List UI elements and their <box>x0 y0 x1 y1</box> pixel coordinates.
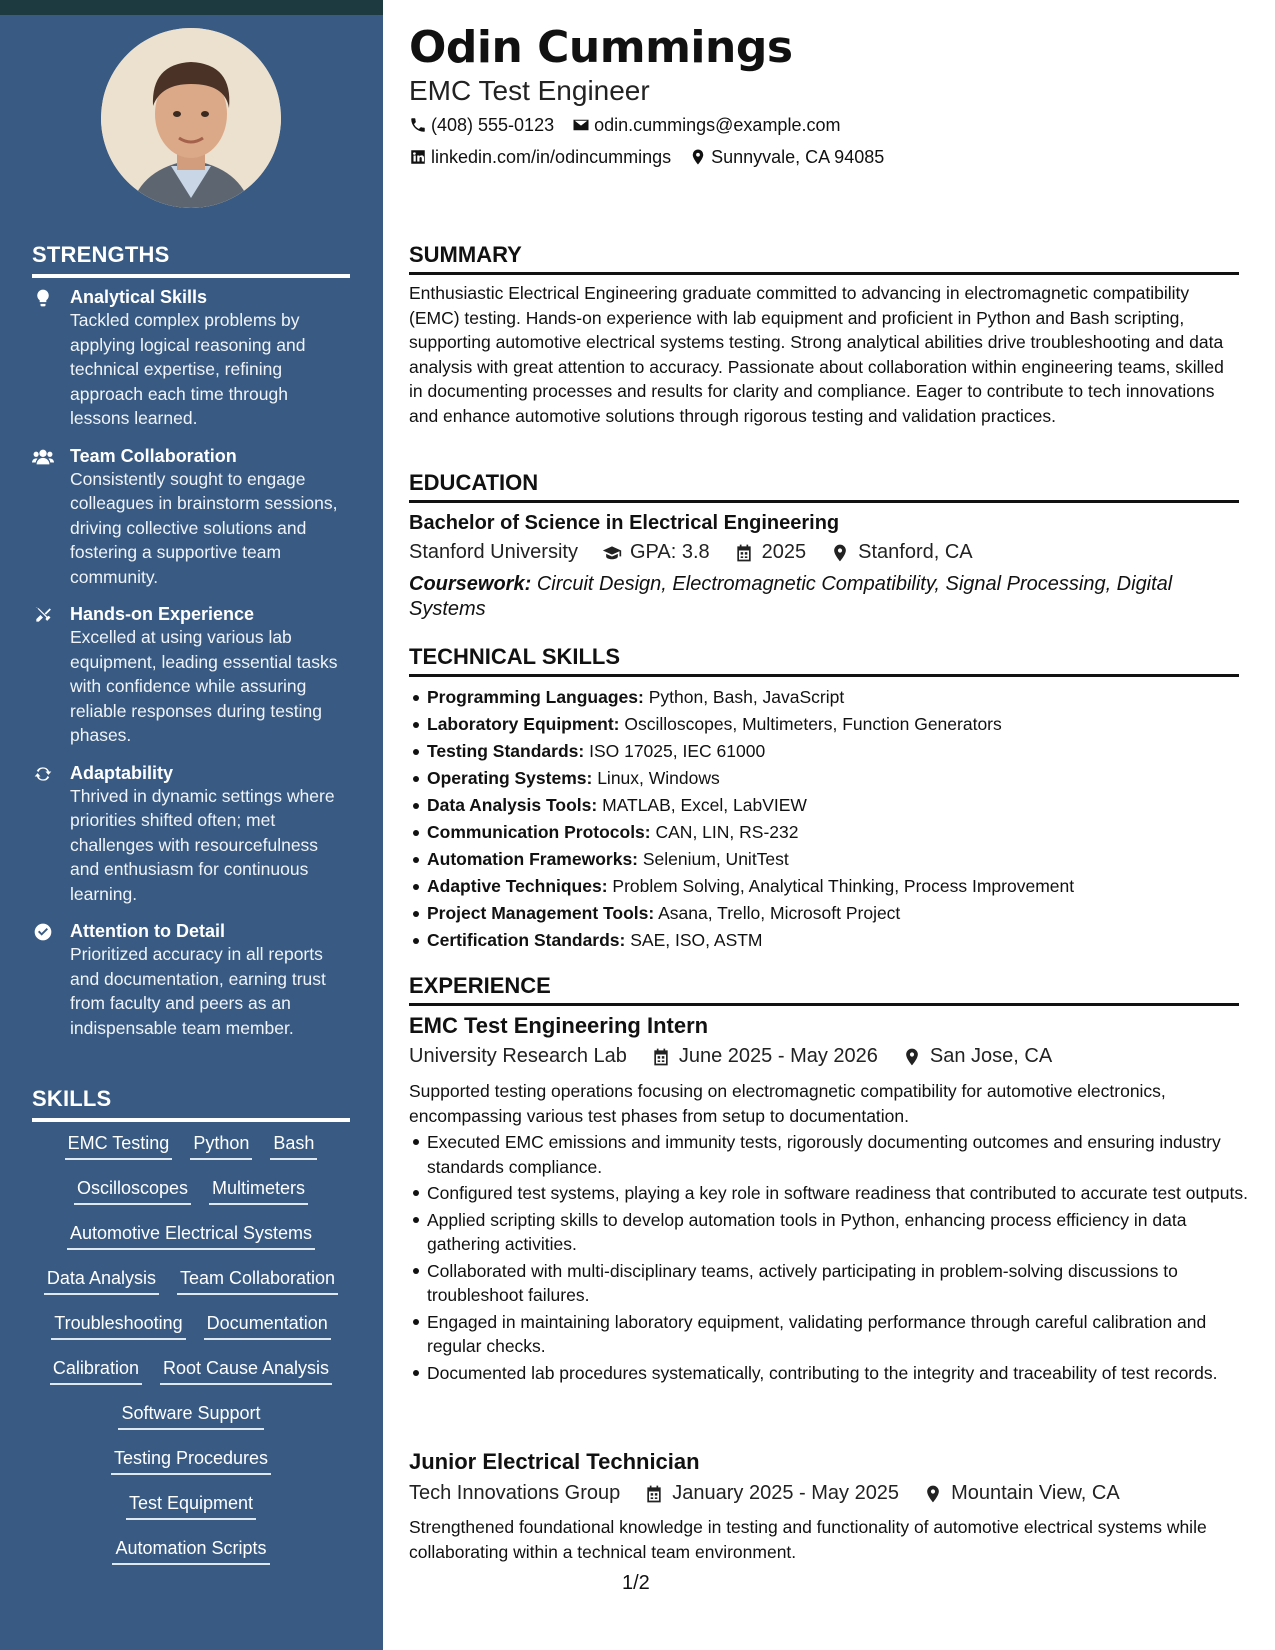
school-location: Stanford, CA <box>858 541 973 563</box>
skill-values: SAE, ISO, ASTM <box>630 930 763 950</box>
education-heading: EDUCATION <box>409 469 1239 503</box>
strength-item <box>32 603 352 748</box>
tools-icon <box>32 605 56 625</box>
skill-tag: EMC Testing <box>65 1130 173 1160</box>
education-meta <box>409 541 973 564</box>
skill-values: Linux, Windows <box>597 768 720 788</box>
strength-description: Consistently sought to engage colleagues in brainstorm sessions, driving collective solutions and fostering a supportive team community. <box>70 468 338 587</box>
skill-category: Project Management Tools: <box>427 903 655 923</box>
strength-item <box>32 286 352 431</box>
job-summary: Supported testing operations focusing on electromagnetic compatibility for automotive electronics, encompassing various test phases from setup to documentation. <box>409 1081 1166 1126</box>
list-item: Configured test systems, playing a key role in software readiness that contributed to accurate test outputs. <box>427 1181 1257 1206</box>
skill-category: Testing Standards: <box>427 741 585 761</box>
skill-category: Operating Systems: <box>427 768 593 788</box>
job-meta <box>409 1482 1120 1505</box>
map-pin-icon <box>689 148 707 166</box>
skills-tags <box>32 1130 350 1580</box>
technical-skills-list <box>409 684 1257 954</box>
calendar-icon <box>651 1047 671 1067</box>
job-summary: Strengthened foundational knowledge in testing and functionality of automotive electrical systems while collaborating within a technical team environment. <box>409 1517 1207 1562</box>
skill-tag: Test Equipment <box>126 1490 256 1520</box>
skill-tag: Data Analysis <box>44 1265 159 1295</box>
strength-title: Hands-on Experience <box>70 604 255 624</box>
degree-name: Bachelor of Science in Electrical Engineering <box>409 512 840 534</box>
strength-title: Team Collaboration <box>70 445 237 466</box>
graduation-cap-icon <box>602 543 622 563</box>
map-pin-icon <box>830 543 850 563</box>
skill-tag: Oscilloscopes <box>74 1175 191 1205</box>
list-item: Engaged in maintaining laboratory equipment, validating performance through careful calibration and regular checks. <box>427 1310 1257 1359</box>
skill-values: MATLAB, Excel, LabVIEW <box>602 795 807 815</box>
page-number: 1/2 <box>622 1572 650 1594</box>
strength-title: Adaptability <box>70 762 174 783</box>
skill-values: CAN, LIN, RS-232 <box>655 822 799 842</box>
phone-contact <box>409 113 554 137</box>
skill-tag: Python <box>190 1130 252 1160</box>
calendar-icon <box>734 543 754 563</box>
candidate-name: Odin Cummings <box>409 22 793 73</box>
skill-category: Programming Languages: <box>427 687 644 707</box>
list-item <box>427 765 1257 792</box>
strength-title: Analytical Skills <box>70 287 208 307</box>
summary-text: Enthusiastic Electrical Engineering graduate committed to advancing in electromagnetic compatibility (EMC) testing. Hands-on experience with lab equipment and proficient in Python and Bash scripting, supporting automotive electrical systems testing. Strong analytical abilities drive troubleshooting and data analysis with great attention to accuracy. Passionate about collaboration within engineering teams, skilled in documenting processes and results for clarity and compliance. Eager to contribute to tech innovations and enhance automotive solutions through rigorous testing and validation practices. <box>409 283 1224 426</box>
avatar <box>101 28 281 208</box>
skill-tag: Root Cause Analysis <box>160 1355 332 1385</box>
job-title-heading: EMC Test Engineer <box>409 75 650 106</box>
skill-tag: Documentation <box>204 1310 331 1340</box>
skill-category: Adaptive Techniques: <box>427 876 608 896</box>
check-circle-icon <box>32 922 56 942</box>
email-contact[interactable] <box>572 113 840 137</box>
skill-values: Asana, Trello, Microsoft Project <box>658 903 901 923</box>
list-item <box>427 684 1257 711</box>
sidebar-top-bar <box>0 0 383 15</box>
linkedin-contact[interactable] <box>409 145 671 169</box>
skill-tag: Automation Scripts <box>112 1535 269 1565</box>
skill-values: ISO 17025, IEC 61000 <box>589 741 766 761</box>
job-location: Mountain View, CA <box>951 1482 1120 1504</box>
linkedin-text[interactable]: linkedin.com/in/odincummings <box>431 147 672 167</box>
skill-category: Certification Standards: <box>427 930 626 950</box>
strength-description: Excelled at using various lab equipment, leading essential tasks with confidence while assuring reliable responses during testing phases. <box>70 627 338 745</box>
job-title: Junior Electrical Technician <box>409 1449 700 1474</box>
email-text[interactable]: odin.cummings@example.com <box>594 115 841 135</box>
strength-description: Thrived in dynamic settings where priorities shifted often; met challenges with resourcefulness and enthusiasm for continuous learning. <box>70 785 335 904</box>
technical-skills-heading: TECHNICAL SKILLS <box>409 643 1239 677</box>
strength-title: Attention to Detail <box>70 921 225 941</box>
lightbulb-icon <box>32 288 56 308</box>
strength-description: Tackled complex problems by applying logical reasoning and technical expertise, refining approach each time through lessons learned. <box>70 310 306 428</box>
experience-heading: EXPERIENCE <box>409 972 1239 1006</box>
list-item <box>427 792 1257 819</box>
contact-row-2 <box>409 145 884 169</box>
skill-tag: Testing Procedures <box>111 1445 271 1475</box>
skill-values: Selenium, UnitTest <box>642 849 789 869</box>
skill-tag: Calibration <box>50 1355 142 1385</box>
skill-tag: Software Support <box>118 1400 263 1430</box>
skill-category: Automation Frameworks: <box>427 849 638 869</box>
strengths-list <box>32 286 352 1054</box>
skill-tag: Team Collaboration <box>177 1265 338 1295</box>
list-item: Executed EMC emissions and immunity tests, rigorously documenting outcomes and ensuring industry standards compliance. <box>427 1130 1257 1179</box>
skill-values: Oscilloscopes, Multimeters, Function Generators <box>624 714 1002 734</box>
coursework-list: Circuit Design, Electromagnetic Compatibility, Signal Processing, Digital Systems <box>409 573 1173 620</box>
list-item <box>427 738 1257 765</box>
list-item <box>427 846 1257 873</box>
job-title: EMC Test Engineering Intern <box>409 1013 709 1038</box>
map-pin-icon <box>923 1484 943 1504</box>
company-name: Tech Innovations Group <box>409 1482 621 1504</box>
gpa-text: GPA: 3.8 <box>629 541 710 563</box>
strength-item <box>32 762 352 907</box>
location-contact <box>689 145 884 169</box>
location-text: Sunnyvale, CA 94085 <box>711 147 885 167</box>
strength-item <box>32 445 352 590</box>
skill-values: Problem Solving, Analytical Thinking, Process Improvement <box>612 876 1075 896</box>
strength-item <box>32 920 352 1040</box>
list-item <box>427 819 1257 846</box>
users-icon <box>32 447 56 467</box>
skill-values: Python, Bash, JavaScript <box>648 687 845 707</box>
school-name: Stanford University <box>409 541 578 563</box>
job-dates: June 2025 - May 2026 <box>678 1045 878 1067</box>
phone-text: (408) 555-0123 <box>431 115 555 135</box>
list-item <box>427 711 1257 738</box>
strength-description: Prioritized accuracy in all reports and documentation, earning trust from faculty and peers as an indispensable team member. <box>70 944 326 1038</box>
map-pin-icon <box>902 1047 922 1067</box>
list-item: Collaborated with multi-disciplinary teams, actively participating in problem-solving discussions to troubleshoot failures. <box>427 1259 1257 1308</box>
job-bullets <box>409 1130 1257 1387</box>
skill-category: Laboratory Equipment: <box>427 714 620 734</box>
list-item <box>427 900 1257 927</box>
skill-tag: Multimeters <box>209 1175 308 1205</box>
portrait-image <box>101 28 281 208</box>
calendar-icon <box>644 1484 664 1504</box>
graduation-year: 2025 <box>761 541 807 563</box>
list-item <box>427 873 1257 900</box>
skill-tag: Troubleshooting <box>51 1310 185 1340</box>
strengths-heading: STRENGTHS <box>32 242 350 278</box>
contact-row-1 <box>409 113 840 137</box>
job-dates: January 2025 - May 2025 <box>672 1482 900 1504</box>
job-location: San Jose, CA <box>929 1045 1053 1067</box>
list-item: Documented lab procedures systematically, contributing to the integrity and traceability of test records. <box>427 1361 1257 1386</box>
skill-tag: Automotive Electrical Systems <box>67 1220 315 1250</box>
coursework-label: Coursework: <box>409 573 532 595</box>
list-item <box>427 927 1257 954</box>
linkedin-icon <box>409 148 427 166</box>
summary-heading: SUMMARY <box>409 241 1239 275</box>
envelope-icon <box>572 116 590 134</box>
coursework <box>409 572 1239 622</box>
skills-heading: SKILLS <box>32 1086 350 1122</box>
company-name: University Research Lab <box>409 1045 627 1067</box>
skill-category: Data Analysis Tools: <box>427 795 598 815</box>
phone-icon <box>409 116 427 134</box>
job-meta <box>409 1045 1052 1068</box>
refresh-icon <box>32 764 56 784</box>
skill-category: Communication Protocols: <box>427 822 651 842</box>
list-item: Applied scripting skills to develop automation tools in Python, enhancing process efficiency in data gathering activities. <box>427 1208 1257 1257</box>
skill-tag: Bash <box>270 1130 317 1160</box>
sidebar <box>0 0 383 1650</box>
